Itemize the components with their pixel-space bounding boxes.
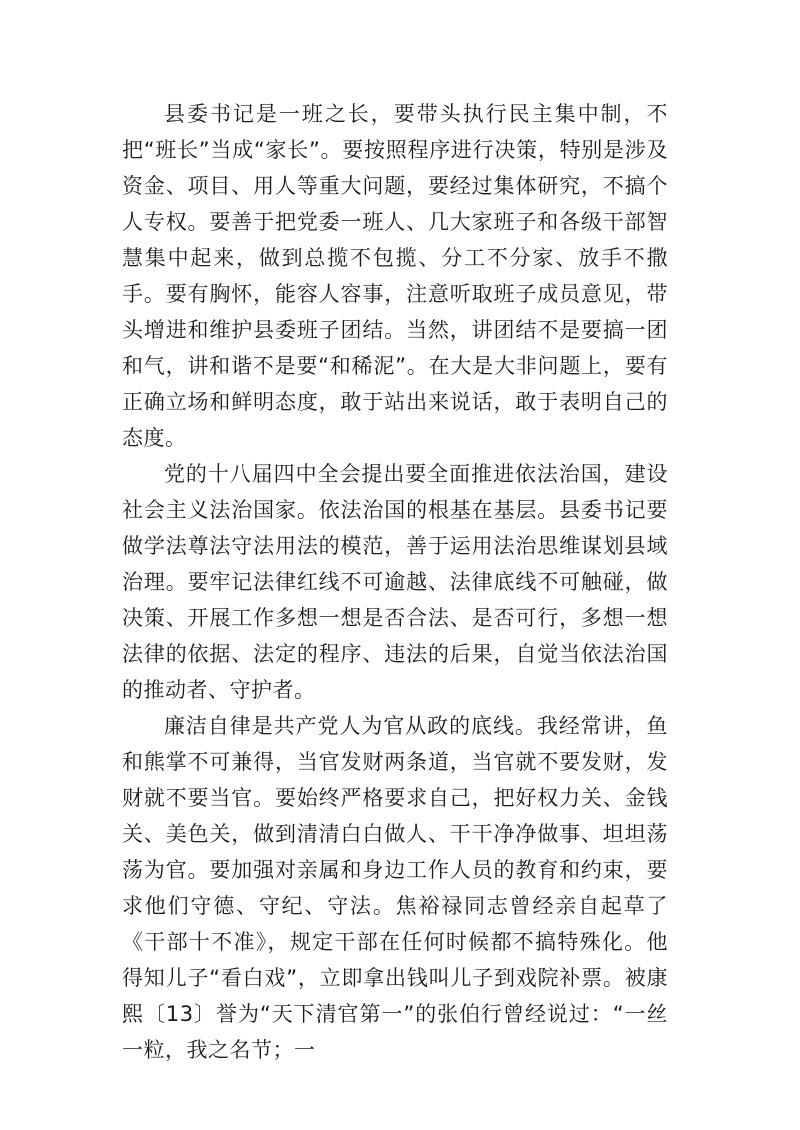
document-page	[122, 96, 668, 1068]
paragraph-1: 县委书记是一班之长，要带头执行民主集中制，不把“班长”当成“家长”。要按照程序进行决策，特别是涉及资金、项目、用人等重大问题，要经过集体研究，不搞个人专权。要善于把党委一班人、几大家班子和各级干部智慧集中起来，做到总揽不包揽、分工不分家、放手不撒手。要有胸怀，能容人容事，注意听取班子成员意见，带头增进和维护县委班子团结。当然，讲团结不是要搞一团和气，讲和谐不是要“和稀泥”。在大是大非问题上，要有正确立场和鲜明态度，敢于站出来说话，敢于表明自己的态度。	[122, 102, 668, 450]
paragraph-2: 党的十八届四中全会提出要全面推进依法治国，建设社会主义法治国家。依法治国的根基在基层。县委书记要做学法尊法守法用法的模范，善于运用法治思维谋划县域治理。要牢记法律红线不可逾越、法律底线不可触碰，做决策、开展工作多想一想是否合法、是否可行，多想一想法律的依据、法定的程序、违法的后果，自觉当依法治国的推动者、守护者。	[122, 462, 668, 702]
paragraph-3: 廉洁自律是共产党人为官从政的底线。我经常讲，鱼和熊掌不可兼得，当官发财两条道，当官就不要发财，发财就不要当官。要始终严格要求自己，把好权力关、金钱关、美色关，做到清清白白做人、干干净净做事、坦坦荡荡为官。要加强对亲属和身边工作人员的教育和约束，要求他们守德、守纪、守法。焦裕禄同志曾经亲自起草了《干部十不准》，规定干部在任何时候都不搞特殊化。他得知儿子“看白戏”，立即拿出钱叫儿子到戏院补票。被康熙〔13〕誉为“天下清官第一”的张伯行曾经说过：“一丝一粒，我之名节；一	[122, 714, 668, 1062]
